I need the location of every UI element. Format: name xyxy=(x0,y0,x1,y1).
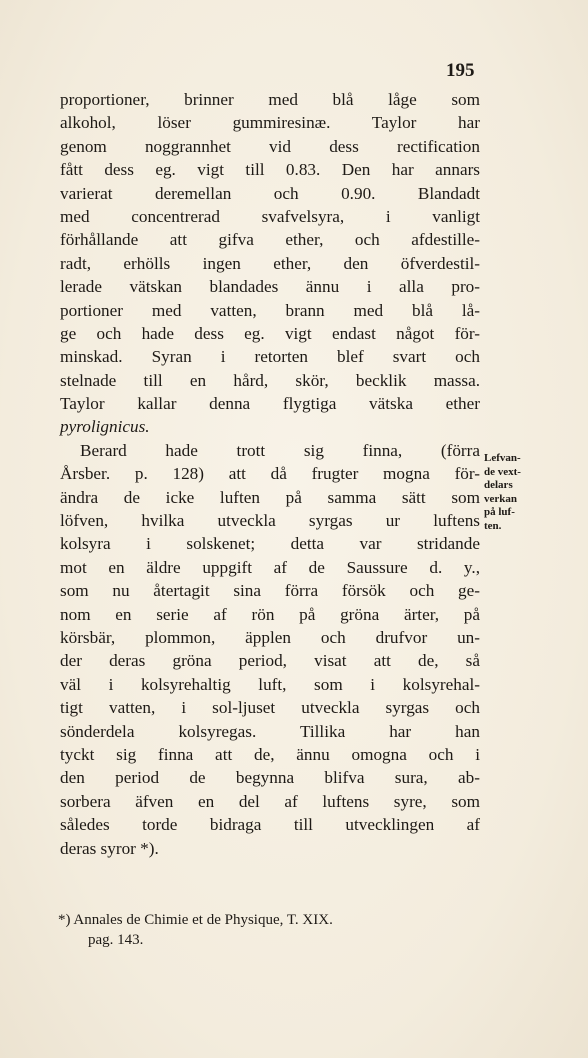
text-line: minskad. Syran i retorten blef svart och xyxy=(60,347,480,367)
text-line: Berard hade trott sig finna, (förra xyxy=(80,440,480,460)
text-line: som nu återtagit sina förra försök och ge- xyxy=(60,581,480,601)
margin-note xyxy=(484,452,554,533)
text-line: ändra de icke luften på samma sätt som xyxy=(60,487,480,507)
margin-note-line: på luf- xyxy=(484,506,515,518)
margin-note-line: delars xyxy=(484,479,513,491)
text-line: Årsber. p. 128) att då frugter mogna för- xyxy=(60,464,480,484)
text-line: radt, erhölls ingen ether, den öfverdestil- xyxy=(60,253,480,273)
text-line: tigt vatten, i sol-ljuset utveckla syrgas och xyxy=(60,698,480,718)
text-line: lerade vätskan blandades ännu i alla pro- xyxy=(60,277,480,297)
text-line: med concentrerad svafvelsyra, i vanligt xyxy=(60,206,480,226)
text-line: sönderdela kolsyregas. Tillika har han xyxy=(60,721,480,741)
text-line: väl i kolsyrehaltig luft, som i kolsyrehal- xyxy=(60,674,480,694)
text-line: varierat deremellan och 0.90. Blandadt xyxy=(60,183,480,203)
text-line: förhållande att gifva ether, och afdestille- xyxy=(60,230,480,250)
text-line: således torde bidraga till utvecklingen af xyxy=(60,815,480,835)
text-line: der deras gröna period, visat att de, så xyxy=(60,651,480,671)
text-line: kolsyra i solskenet; detta var stridande xyxy=(60,534,480,554)
text-line: löfven, hvilka utveckla syrgas ur luftens xyxy=(60,511,480,531)
text-line: deras syror *). xyxy=(60,838,159,858)
text-line: fått dess eg. vigt till 0.83. Den har annars xyxy=(60,160,480,180)
text-line: proportioner, brinner med blå låge som xyxy=(60,90,480,109)
footnote-line: pag. 143. xyxy=(88,932,144,948)
text-line: den period de begynna blifva sura, ab- xyxy=(60,768,480,788)
margin-note-line: verkan xyxy=(484,492,517,505)
footnote xyxy=(58,910,488,950)
page-number: 195 xyxy=(446,60,475,81)
text-line: alkohol, löser gummiresinæ. Taylor har xyxy=(60,113,480,133)
margin-note-line: ten. xyxy=(484,519,502,532)
footnote-line: *) Annales de Chimie et de Physique, T. XIX. xyxy=(58,912,333,928)
text-line: pyrolignicus. xyxy=(60,417,150,437)
text-line: nom en serie af rön på gröna ärter, på xyxy=(60,604,480,624)
margin-note-line: de vext- xyxy=(484,465,521,478)
text-line: mot en äldre uppgift af de Saussure d. y., xyxy=(60,557,480,577)
text-line: sorbera äfven en del af luftens syre, som xyxy=(60,791,480,811)
text-line: Taylor kallar denna flygtiga vätska ether xyxy=(60,394,480,414)
text-line: tyckt sig finna att de, ännu omogna och i xyxy=(60,744,480,764)
text-line: ge och hade dess eg. vigt endast något för- xyxy=(60,323,480,343)
margin-note-line: Lefvan- xyxy=(484,452,521,464)
text-line: portioner med vatten, brann med blå lå- xyxy=(60,300,480,320)
text-line: stelnade till en hård, skör, becklik massa. xyxy=(60,370,480,390)
text-line: genom noggrannhet vid dess rectification xyxy=(60,136,480,156)
text-line: körsbär, plommon, äpplen och drufvor un- xyxy=(60,627,480,647)
body-text xyxy=(60,88,480,860)
